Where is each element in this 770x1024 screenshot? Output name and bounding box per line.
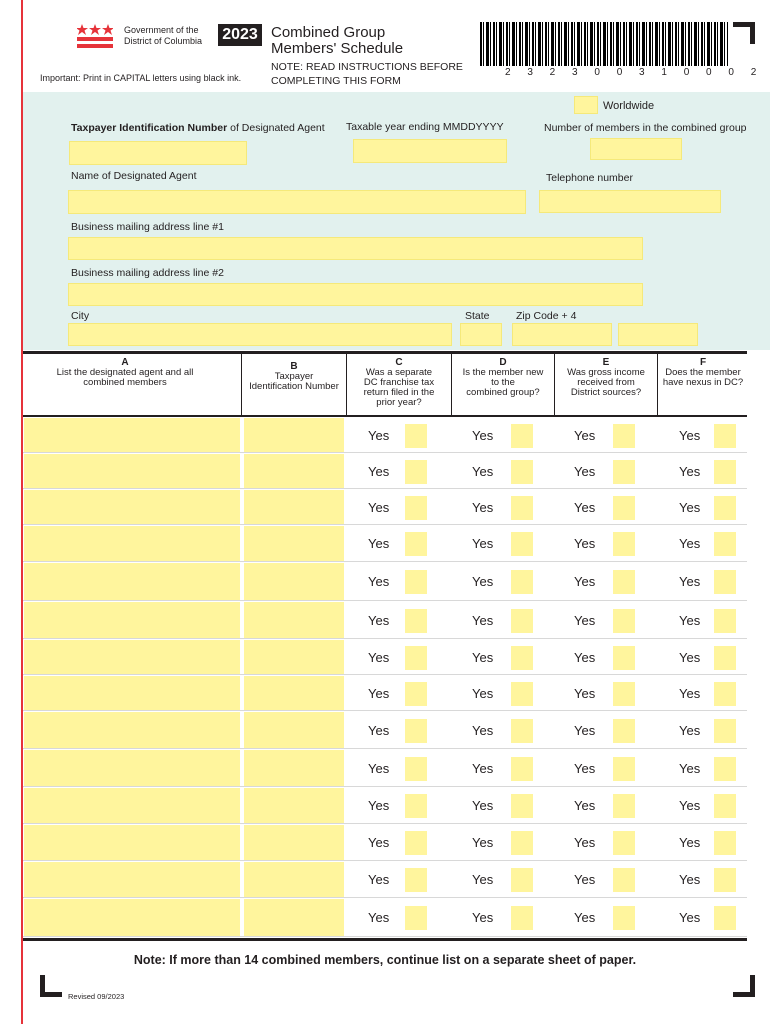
yes-label-d: Yes: [472, 798, 494, 813]
member-name-input[interactable]: [24, 788, 240, 823]
yes-checkbox-d[interactable]: [511, 496, 533, 520]
yes-checkbox-c[interactable]: [405, 682, 427, 706]
yes-checkbox-f[interactable]: [714, 906, 736, 930]
row-separator: [23, 638, 747, 639]
year-badge: 2023: [218, 24, 262, 46]
col-e-text-0: Was gross income: [567, 367, 645, 378]
yes-checkbox-f[interactable]: [714, 460, 736, 484]
yes-label-e: Yes: [574, 910, 596, 925]
address1-input[interactable]: [68, 237, 643, 260]
member-tin-input[interactable]: [244, 454, 344, 488]
yes-label-e: Yes: [574, 723, 596, 738]
yes-label-e: Yes: [574, 613, 596, 628]
yes-checkbox-d[interactable]: [511, 794, 533, 818]
member-tin-input[interactable]: [244, 526, 344, 561]
yes-label-e: Yes: [574, 574, 596, 589]
yes-checkbox-f[interactable]: [714, 831, 736, 855]
yes-checkbox-d[interactable]: [511, 868, 533, 892]
yes-checkbox-c[interactable]: [405, 570, 427, 594]
yes-label-d: Yes: [472, 613, 494, 628]
col-e-header: [555, 358, 657, 398]
yes-checkbox-c[interactable]: [405, 532, 427, 556]
yes-checkbox-f[interactable]: [714, 609, 736, 633]
row-separator: [23, 488, 747, 489]
barcode: [480, 22, 728, 66]
address2-label: Business mailing address line #2: [71, 267, 224, 279]
col-d-header: [452, 358, 554, 398]
yes-label-c: Yes: [368, 723, 390, 738]
row-separator: [23, 452, 747, 453]
yes-checkbox-e[interactable]: [613, 424, 635, 448]
row-separator: [23, 748, 747, 749]
yes-label-e: Yes: [574, 536, 596, 551]
yes-label-c: Yes: [368, 872, 390, 887]
state-label: State: [465, 310, 490, 322]
worldwide-label: Worldwide: [603, 100, 655, 112]
yes-checkbox-f[interactable]: [714, 424, 736, 448]
yes-label-f: Yes: [679, 650, 701, 665]
yes-label-d: Yes: [472, 910, 494, 925]
table-bottom-rule: [23, 938, 747, 941]
yes-checkbox-c[interactable]: [405, 424, 427, 448]
zip-label: Zip Code + 4: [516, 310, 577, 322]
member-tin-input[interactable]: [244, 788, 344, 823]
yes-label-f: Yes: [679, 428, 701, 443]
col-d-text-1: to the: [491, 377, 515, 388]
col-e-letter: E: [602, 357, 610, 368]
note-line1: NOTE: READ INSTRUCTIONS BEFORE: [271, 61, 463, 73]
yes-checkbox-e[interactable]: [613, 831, 635, 855]
yes-label-e: Yes: [574, 464, 596, 479]
tin-label: [71, 122, 325, 134]
yes-label-d: Yes: [472, 574, 494, 589]
col-c-header: [347, 358, 451, 408]
yes-checkbox-f[interactable]: [714, 532, 736, 556]
yes-checkbox-d[interactable]: [511, 831, 533, 855]
col-c-text-3: prior year?: [376, 397, 422, 408]
table-header-rule: [23, 415, 747, 417]
tin-label-rest: of Designated Agent: [227, 122, 325, 134]
corner-mark-bottom-right: [733, 992, 755, 997]
telephone-input[interactable]: [539, 190, 721, 213]
member-name-input[interactable]: [24, 526, 240, 561]
yes-checkbox-f[interactable]: [714, 496, 736, 520]
yes-label-c: Yes: [368, 835, 390, 850]
col-f-text-1: have nexus in DC?: [662, 377, 744, 388]
col-e-text-1: received from: [577, 377, 635, 388]
note-line2: COMPLETING THIS FORM: [271, 75, 401, 87]
city-label: City: [71, 310, 90, 322]
yes-checkbox-e[interactable]: [613, 906, 635, 930]
num-members-input[interactable]: [590, 138, 682, 160]
member-name-input[interactable]: [24, 640, 240, 674]
row-separator: [23, 524, 747, 525]
yes-label-c: Yes: [368, 500, 390, 515]
col-a-text2: combined members: [83, 377, 167, 388]
yes-label-f: Yes: [679, 798, 701, 813]
col-f-letter: F: [699, 357, 707, 368]
yes-checkbox-d[interactable]: [511, 460, 533, 484]
yes-label-e: Yes: [574, 761, 596, 776]
col-a-header: [30, 358, 220, 388]
member-tin-input[interactable]: [244, 602, 344, 638]
row-separator: [23, 860, 747, 861]
yes-checkbox-c[interactable]: [405, 609, 427, 633]
yes-label-c: Yes: [368, 536, 390, 551]
city-input[interactable]: [68, 323, 452, 346]
yes-checkbox-e[interactable]: [613, 757, 635, 781]
col-f-text-0: Does the member: [665, 367, 741, 378]
yes-label-c: Yes: [368, 574, 390, 589]
yes-checkbox-c[interactable]: [405, 757, 427, 781]
col-b-text1: Taxpayer: [274, 371, 314, 382]
agent-name-input[interactable]: [68, 190, 526, 214]
col-d-text-0: Is the member new: [462, 367, 544, 378]
member-name-input[interactable]: [24, 712, 240, 748]
yes-checkbox-c[interactable]: [405, 460, 427, 484]
yes-checkbox-e[interactable]: [613, 682, 635, 706]
yes-checkbox-e[interactable]: [613, 794, 635, 818]
yes-checkbox-e[interactable]: [613, 719, 635, 743]
member-tin-input[interactable]: [244, 418, 344, 452]
yes-checkbox-e[interactable]: [613, 570, 635, 594]
yes-checkbox-c[interactable]: [405, 719, 427, 743]
col-f-header: [658, 358, 748, 388]
address2-input[interactable]: [68, 283, 643, 306]
yes-label-d: Yes: [472, 761, 494, 776]
agent-name-label: Name of Designated Agent: [71, 170, 197, 182]
member-name-input[interactable]: [24, 676, 240, 710]
yes-checkbox-d[interactable]: [511, 682, 533, 706]
yes-label-c: Yes: [368, 464, 390, 479]
yes-checkbox-f[interactable]: [714, 682, 736, 706]
yes-checkbox-c[interactable]: [405, 831, 427, 855]
yes-checkbox-c[interactable]: [405, 794, 427, 818]
yes-label-d: Yes: [472, 650, 494, 665]
row-separator: [23, 561, 747, 562]
member-name-input[interactable]: [24, 490, 240, 524]
col-a-text1: List the designated agent and all: [56, 367, 194, 378]
col-c-text-0: Was a separate: [365, 367, 433, 378]
dc-flag-logo: [77, 24, 113, 50]
yes-label-c: Yes: [368, 428, 390, 443]
yes-label-e: Yes: [574, 428, 596, 443]
yes-label-d: Yes: [472, 464, 494, 479]
zip-input[interactable]: [512, 323, 612, 346]
row-separator: [23, 936, 747, 937]
yes-checkbox-d[interactable]: [511, 424, 533, 448]
gov-line2: District of Columbia: [124, 36, 203, 46]
member-tin-input[interactable]: [244, 750, 344, 786]
row-separator: [23, 600, 747, 601]
yes-label-d: Yes: [472, 536, 494, 551]
member-tin-input[interactable]: [244, 490, 344, 524]
col-d-letter: D: [499, 357, 507, 368]
footer-note: Note: If more than 14 combined members, continue list on a separate sheet of paper.: [133, 953, 637, 967]
col-b-letter: B: [290, 361, 298, 372]
yes-checkbox-c[interactable]: [405, 868, 427, 892]
revised-date: Revised 09/2023: [68, 992, 125, 1001]
row-separator: [23, 786, 747, 787]
member-name-input[interactable]: [24, 602, 240, 638]
yes-label-e: Yes: [574, 686, 596, 701]
yes-checkbox-e[interactable]: [613, 609, 635, 633]
gov-line1: Government of the: [124, 25, 199, 35]
col-c-text-2: return filed in the: [363, 387, 435, 398]
yes-checkbox-f[interactable]: [714, 868, 736, 892]
yes-label-d: Yes: [472, 835, 494, 850]
yes-label-d: Yes: [472, 428, 494, 443]
col-a-letter: A: [121, 357, 129, 368]
yes-label-f: Yes: [679, 686, 701, 701]
yes-checkbox-d[interactable]: [511, 609, 533, 633]
yes-label-c: Yes: [368, 650, 390, 665]
yes-checkbox-f[interactable]: [714, 757, 736, 781]
yes-label-d: Yes: [472, 686, 494, 701]
col-d-text-2: combined group?: [466, 387, 540, 398]
col-c-letter: C: [395, 357, 403, 368]
yes-checkbox-e[interactable]: [613, 532, 635, 556]
yes-label-e: Yes: [574, 650, 596, 665]
yes-checkbox-e[interactable]: [613, 496, 635, 520]
corner-mark-top-right-v: [750, 22, 755, 44]
member-tin-input[interactable]: [244, 563, 344, 600]
yes-label-e: Yes: [574, 835, 596, 850]
col-e-text-2: District sources?: [570, 387, 642, 398]
member-tin-input[interactable]: [244, 862, 344, 897]
yes-label-f: Yes: [679, 464, 701, 479]
yes-checkbox-f[interactable]: [714, 794, 736, 818]
yes-checkbox-d[interactable]: [511, 570, 533, 594]
taxable-year-input[interactable]: [353, 139, 507, 163]
member-name-input[interactable]: [24, 563, 240, 600]
yes-checkbox-e[interactable]: [613, 460, 635, 484]
row-separator: [23, 674, 747, 675]
member-name-input[interactable]: [24, 899, 240, 936]
yes-checkbox-f[interactable]: [714, 570, 736, 594]
member-tin-input[interactable]: [244, 676, 344, 710]
telephone-label: Telephone number: [546, 172, 633, 184]
member-tin-input[interactable]: [244, 899, 344, 936]
row-separator: [23, 823, 747, 824]
yes-label-c: Yes: [368, 613, 390, 628]
form-title-line2: Members' Schedule: [271, 40, 404, 57]
yes-checkbox-d[interactable]: [511, 906, 533, 930]
yes-checkbox-d[interactable]: [511, 532, 533, 556]
yes-label-e: Yes: [574, 798, 596, 813]
form-title-line1: Combined Group: [271, 24, 386, 41]
yes-label-f: Yes: [679, 723, 701, 738]
member-name-input[interactable]: [24, 418, 240, 452]
yes-label-f: Yes: [679, 613, 701, 628]
yes-label-f: Yes: [679, 872, 701, 887]
yes-label-c: Yes: [368, 910, 390, 925]
num-members-label: Number of members in the combined group: [544, 122, 747, 134]
member-name-input[interactable]: [24, 750, 240, 786]
member-tin-input[interactable]: [244, 825, 344, 860]
state-input[interactable]: [460, 323, 502, 346]
barcode-digits: 2 3 2 3 0 0 3 1 0 0 0 2: [505, 67, 764, 78]
taxable-year-label: Taxable year ending MMDDYYYY: [346, 121, 504, 133]
tin-label-bold: Taxpayer Identification Number: [71, 122, 228, 134]
yes-label-f: Yes: [679, 536, 701, 551]
yes-label-c: Yes: [368, 761, 390, 776]
yes-label-f: Yes: [679, 574, 701, 589]
yes-checkbox-f[interactable]: [714, 719, 736, 743]
member-tin-input[interactable]: [244, 640, 344, 674]
yes-label-d: Yes: [472, 872, 494, 887]
important-notice: Important: Print in CAPITAL letters using black ink.: [40, 73, 242, 83]
col-c-text-1: DC franchise tax: [363, 377, 435, 388]
yes-checkbox-f[interactable]: [714, 646, 736, 670]
yes-checkbox-e[interactable]: [613, 868, 635, 892]
yes-checkbox-e[interactable]: [613, 646, 635, 670]
address1-label: Business mailing address line #1: [71, 221, 224, 233]
yes-checkbox-d[interactable]: [511, 719, 533, 743]
yes-checkbox-d[interactable]: [511, 646, 533, 670]
yes-checkbox-d[interactable]: [511, 757, 533, 781]
yes-label-f: Yes: [679, 835, 701, 850]
yes-label-e: Yes: [574, 500, 596, 515]
member-name-input[interactable]: [24, 862, 240, 897]
yes-label-f: Yes: [679, 761, 701, 776]
yes-label-d: Yes: [472, 723, 494, 738]
tin-input[interactable]: [69, 141, 247, 165]
yes-label-f: Yes: [679, 500, 701, 515]
table-top-rule: [23, 351, 747, 354]
yes-label-c: Yes: [368, 798, 390, 813]
yes-checkbox-c[interactable]: [405, 906, 427, 930]
yes-label-e: Yes: [574, 872, 596, 887]
yes-checkbox-c[interactable]: [405, 496, 427, 520]
yes-label-f: Yes: [679, 910, 701, 925]
zip-plus4-input[interactable]: [618, 323, 698, 346]
col-b-text2: Identification Number: [249, 381, 339, 392]
member-tin-input[interactable]: [244, 712, 344, 748]
member-name-input[interactable]: [24, 454, 240, 488]
row-separator: [23, 897, 747, 898]
member-name-input[interactable]: [24, 825, 240, 860]
corner-mark-bottom-left: [40, 992, 62, 997]
yes-checkbox-c[interactable]: [405, 646, 427, 670]
row-separator: [23, 710, 747, 711]
col-b-header: [242, 362, 346, 392]
yes-label-d: Yes: [472, 500, 494, 515]
yes-label-c: Yes: [368, 686, 390, 701]
worldwide-checkbox[interactable]: [574, 96, 598, 114]
